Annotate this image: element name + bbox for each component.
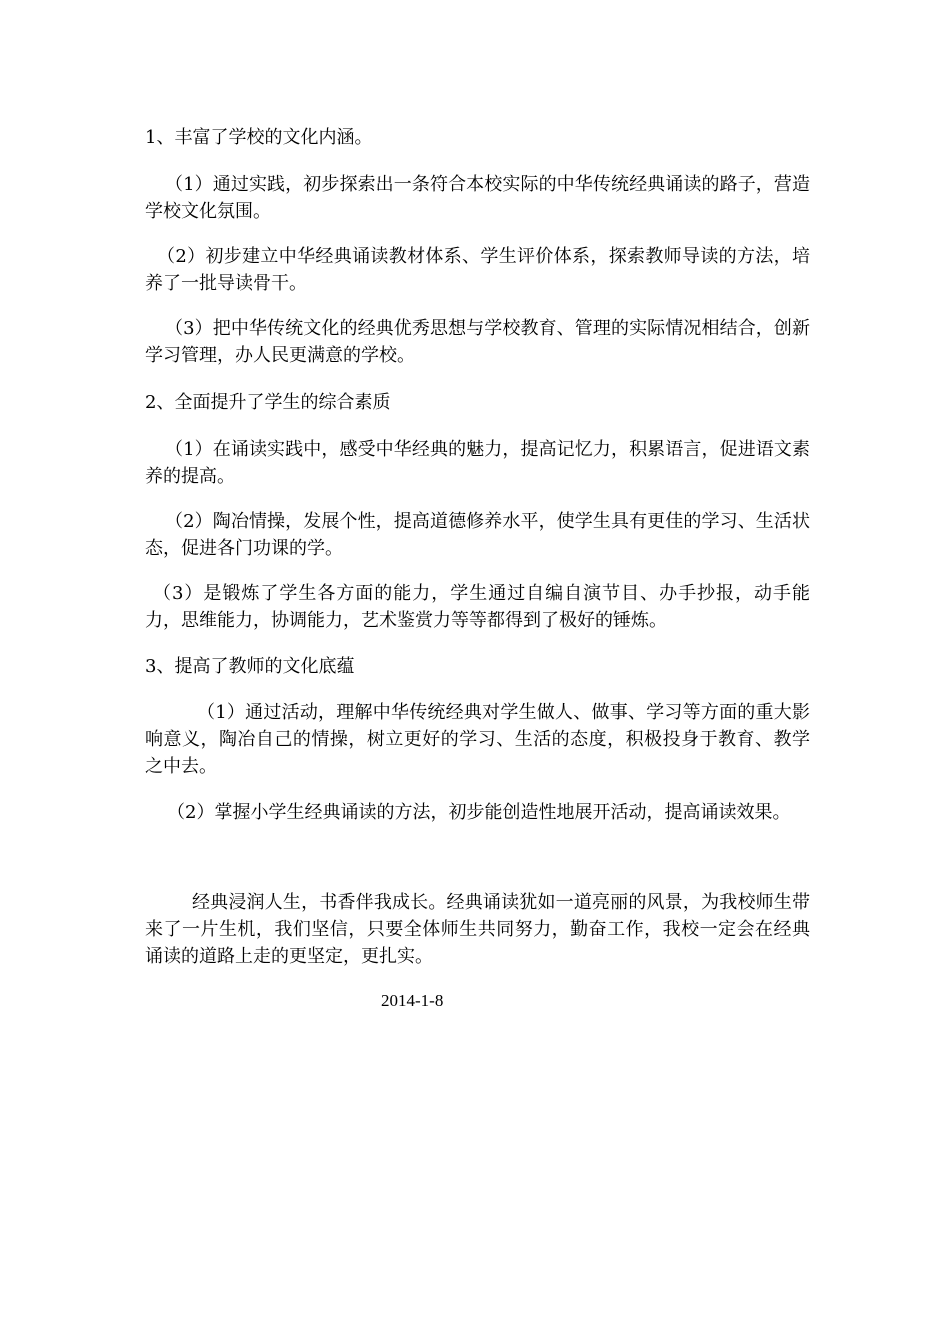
- section-3-heading: 3、提高了教师的文化底蕴: [145, 656, 355, 677]
- section-3-item-1: （1）通过活动，理解中华传统经典对学生做人、做事、学习等方面的重大影响意义，陶冶自己的情操，树立更好的学习、生活的态度，积极投身于教育、教学之中去。: [145, 702, 810, 777]
- section-1-item-2: （2）初步建立中华经典诵读教材体系、学生评价体系，探索教师导读的方法，培养了一批导读骨干。: [145, 246, 810, 294]
- section-1-item-3: （3）把中华传统文化的经典优秀思想与学校教育、管理的实际情况相结合，创新学习管理，办人民更满意的学校。: [145, 318, 810, 366]
- section-3-item-2: （2）掌握小学生经典诵读的方法，初步能创造性地展开活动，提高诵读效果。: [167, 802, 791, 823]
- section-2-item-2: （2）陶冶情操，发展个性，提高道德修养水平，使学生具有更佳的学习、生活状态，促进各门功课的学。: [145, 511, 810, 559]
- section-2-item-1: （1）在诵读实践中，感受中华经典的魅力，提高记忆力，积累语言，促进语文素养的提高。: [145, 439, 810, 487]
- conclusion-paragraph: 经典浸润人生，书香伴我成长。经典诵读犹如一道亮丽的风景，为我校师生带来了一片生机，我们坚信，只要全体师生共同努力，勤奋工作，我校一定会在经典诵读的道路上走的更坚定，更扎实。: [145, 892, 810, 967]
- document-date: 2014-1-8: [381, 991, 444, 1010]
- section-2-heading: 2、全面提升了学生的综合素质: [145, 392, 391, 413]
- section-1-item-1: （1）通过实践，初步探索出一条符合本校实际的中华传统经典诵读的路子，营造学校文化氛围。: [145, 174, 810, 222]
- section-1-heading: 1、丰富了学校的文化内涵。: [145, 127, 373, 148]
- section-2-item-3: （3）是锻炼了学生各方面的能力，学生通过自编自演节目、办手抄报，动手能力，思维能力，协调能力，艺术鉴赏力等等都得到了极好的锤炼。: [145, 583, 810, 631]
